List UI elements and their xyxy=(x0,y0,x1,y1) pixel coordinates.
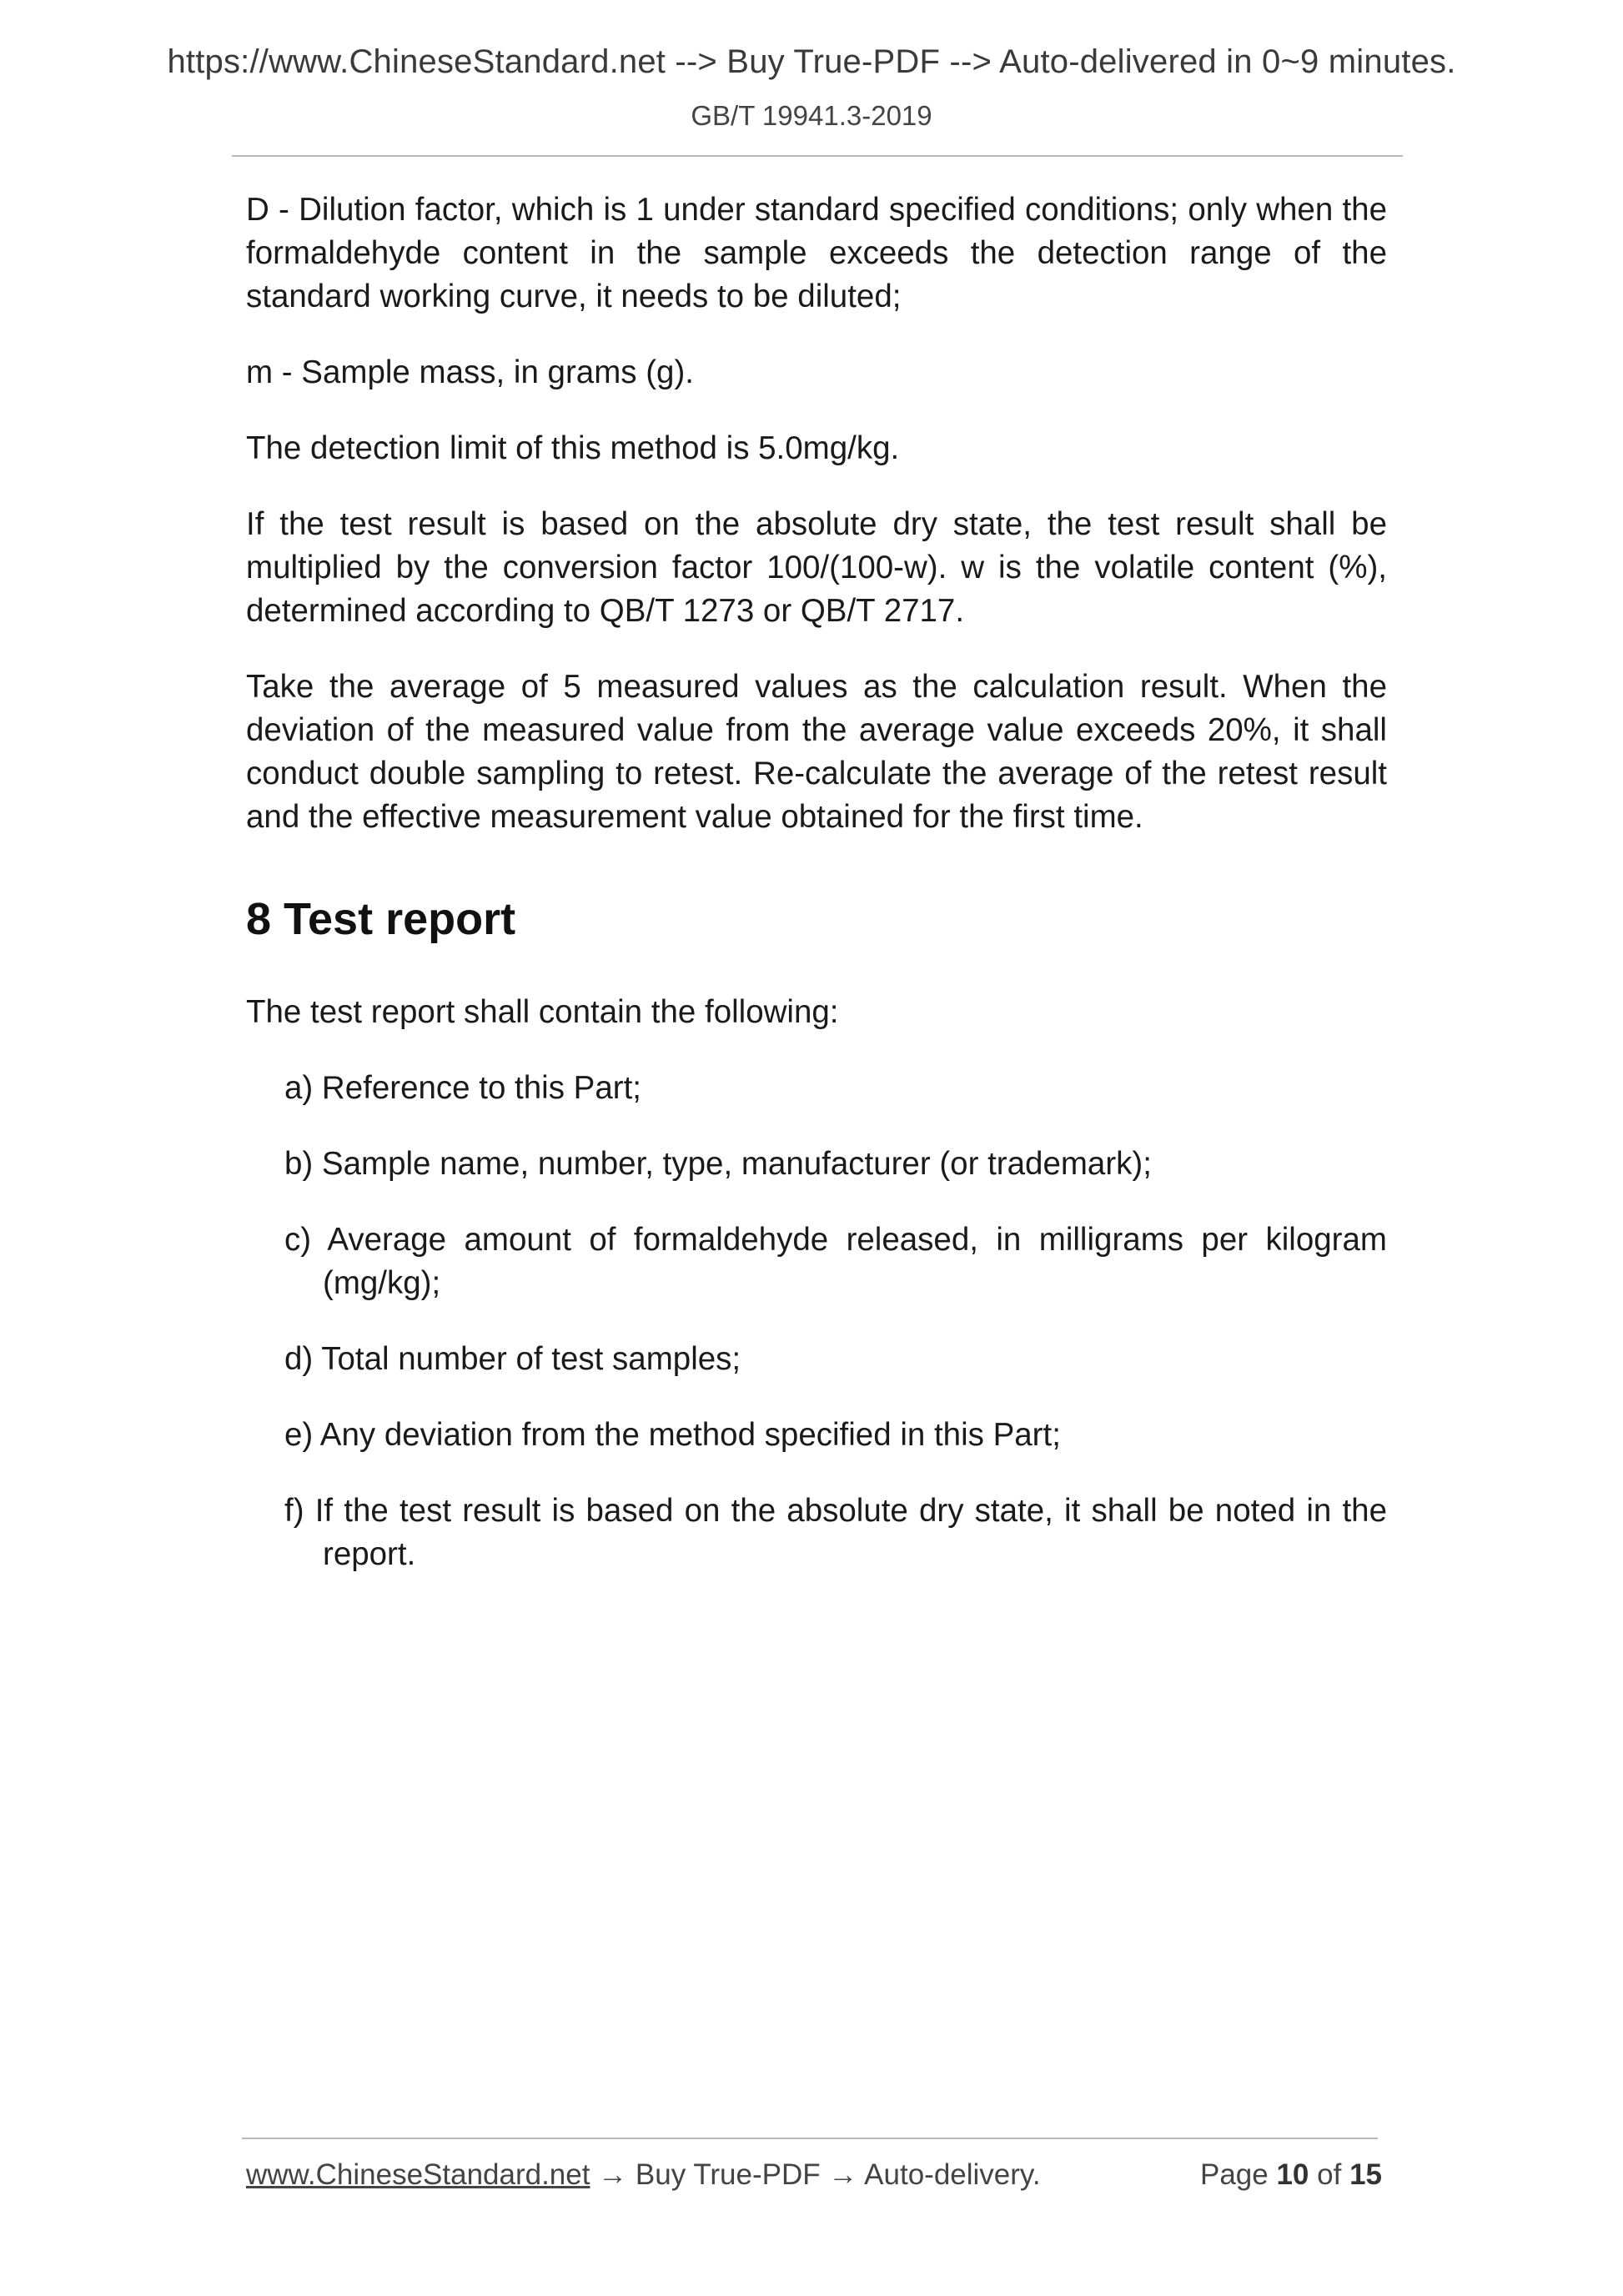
page-of-label: of xyxy=(1317,2158,1342,2191)
paragraph-detection-limit: The detection limit of this method is 5.0mg/kg. xyxy=(246,430,900,466)
paragraph-sample-mass: m - Sample mass, in grams (g). xyxy=(246,354,694,390)
document-code: GB/T 19941.3-2019 xyxy=(691,100,932,131)
footer-left xyxy=(246,2158,1041,2192)
list-item: d) Total number of test samples; xyxy=(284,1341,741,1377)
footer-divider xyxy=(242,2138,1378,2139)
paragraph-dry-state: If the test result is based on the absolute dry state, the test result shall be multiplied by the conversion factor 100/(100-w). w is the volatile content (%), determined according to QB/T 1273 or QB/T 2717. xyxy=(246,506,1387,629)
list-item: b) Sample name, number, type, manufacturer (or trademark); xyxy=(284,1146,1152,1182)
section-heading: 8 Test report xyxy=(246,894,516,944)
document-body xyxy=(246,188,1387,1609)
list-item: c) Average amount of formaldehyde released, in milligrams per kilogram (mg/kg); xyxy=(284,1222,1387,1301)
footer-tagline: → Buy True-PDF → Auto-delivery. xyxy=(590,2158,1041,2191)
page-total: 15 xyxy=(1349,2158,1382,2191)
report-requirements-list xyxy=(246,1067,1387,1576)
list-item: e) Any deviation from the method specified in this Part; xyxy=(284,1417,1061,1453)
header-divider xyxy=(232,155,1403,157)
page-current: 10 xyxy=(1276,2158,1309,2191)
paragraph-average-calculation: Take the average of 5 measured values as the calculation result. When the deviation of the measured value from the average value exceeds 20%, it shall conduct double sampling to retest. Re-calculate the average of the retest result and the effective measurement value obtained for the first time. xyxy=(246,669,1387,835)
top-banner: https://www.ChineseStandard.net --> Buy True-PDF --> Auto-delivered in 0~9 minutes. xyxy=(167,43,1456,80)
website-link[interactable]: www.ChineseStandard.net xyxy=(246,2158,590,2191)
page-indicator xyxy=(1200,2158,1382,2192)
page-label: Page xyxy=(1199,2158,1269,2191)
paragraph-dilution-factor: D - Dilution factor, which is 1 under standard specified conditions; only when the formaldehyde content in the sample exceeds the detection range of the standard working curve, it needs to be diluted; xyxy=(246,192,1387,314)
paragraph-report-intro: The test report shall contain the following: xyxy=(246,994,839,1030)
page-footer xyxy=(246,2158,1382,2192)
list-item: a) Reference to this Part; xyxy=(284,1070,641,1106)
list-item: f) If the test result is based on the absolute dry state, it shall be noted in the report. xyxy=(284,1493,1387,1572)
